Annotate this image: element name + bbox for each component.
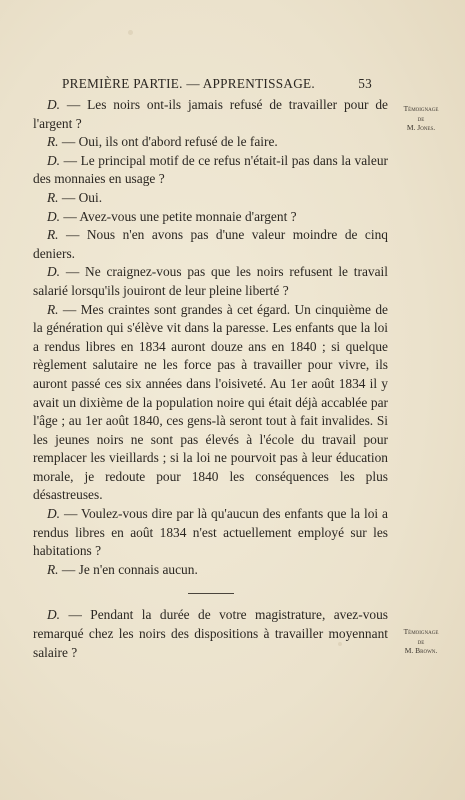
dialogue-paragraph xyxy=(33,606,388,662)
speaker-label: D. xyxy=(47,208,61,224)
dialogue-paragraph xyxy=(33,133,388,152)
section-divider xyxy=(188,593,234,594)
margin-note-line: Témoignage xyxy=(403,104,439,113)
speaker-label: R. xyxy=(47,189,59,205)
dialogue-paragraph xyxy=(33,226,388,263)
dialogue-text: — Nous n'en avons pas d'une valeur moindre de cinq deniers. xyxy=(33,227,388,261)
dialogue-text: — Le principal motif de ce refus n'était-il pas dans la valeur des monnaies en usage ? xyxy=(33,152,388,187)
dialogue-paragraph xyxy=(33,263,388,300)
dialogue-paragraph xyxy=(33,505,388,561)
dialogue-text: — Les noirs ont-ils jamais refusé de travailler pour de l'argent ? xyxy=(33,97,388,131)
section-jones xyxy=(33,96,388,579)
dialogue-text: — Ne craignez-vous pas que les noirs refusent le travail salarié lorsqu'ils jouiront de leur pleine liberté ? xyxy=(33,264,388,298)
dialogue-paragraph xyxy=(33,189,388,208)
dialogue-text: — Mes craintes sont grandes à cet égard. Un cinquième de la génération qui s'élève vit dans la paresse. Les enfants que la loi a rendus libres en 1834 auront douze ans en 1840 ; si quelque règlement salutaire ne les force pas à travailler pour vivre, ils auront passé ces six années dans l'oisiveté. Au 1er août 1834 il y avait un dixième de la population noire qui était déjà accablée par l'âge ; au 1er août 1840, ces gens-là seront tout à fait invalides. Si les jeunes noirs ne sont pas élevés à l'école du travail pour remplacer les vieillards ; si la loi ne pourvoit pas à leur éducation morale, je redoute pour 1840 les conséquences les plus désastreuses. xyxy=(33,301,388,503)
margin-note-line: M. Jones. xyxy=(406,123,436,132)
speaker-label: D. xyxy=(47,264,61,280)
margin-note-brown xyxy=(389,627,453,656)
speaker-label: D. xyxy=(47,152,61,168)
dialogue-text: — Avez-vous une petite monnaie d'argent ? xyxy=(60,208,297,224)
dialogue-text: — Voulez-vous dire par là qu'aucun des enfants que la loi a rendus libres en août 1834 n'est actuellement employé sur les habitations ? xyxy=(33,506,388,559)
section-brown xyxy=(33,606,388,662)
paper-stain xyxy=(128,30,133,35)
main-text xyxy=(33,96,388,662)
dialogue-text: — Oui. xyxy=(58,189,103,205)
speaker-label: R. xyxy=(47,134,59,150)
margin-note-jones xyxy=(389,104,453,133)
speaker-label: R. xyxy=(47,227,59,243)
speaker-label: D. xyxy=(47,506,61,522)
margin-note-line: M. Brown. xyxy=(404,646,438,655)
speaker-label: D. xyxy=(47,97,61,112)
dialogue-paragraph xyxy=(33,561,388,580)
speaker-label: R. xyxy=(47,561,59,577)
dialogue-paragraph xyxy=(33,208,388,227)
running-header-title: PREMIÈRE PARTIE. — APPRENTISSAGE. xyxy=(62,76,315,91)
speaker-label: R. xyxy=(47,301,59,317)
dialogue-text: — Je n'en connais aucun. xyxy=(58,561,198,577)
dialogue-text: — Pendant la durée de votre magistrature, avez-vous remarqué chez les noirs des dispositions à travailler moyennant salaire ? xyxy=(33,607,388,660)
page-number: 53 xyxy=(358,76,372,91)
running-header xyxy=(62,76,372,92)
dialogue-text: — Oui, ils ont d'abord refusé de le faire. xyxy=(58,134,278,150)
speaker-label: D. xyxy=(47,607,61,623)
margin-note-line: Témoignage xyxy=(403,627,439,636)
dialogue-paragraph xyxy=(33,301,388,506)
dialogue-paragraph xyxy=(33,96,388,133)
margin-note-line: de xyxy=(417,113,425,123)
dialogue-paragraph xyxy=(33,152,388,189)
margin-note-line: de xyxy=(417,636,425,646)
